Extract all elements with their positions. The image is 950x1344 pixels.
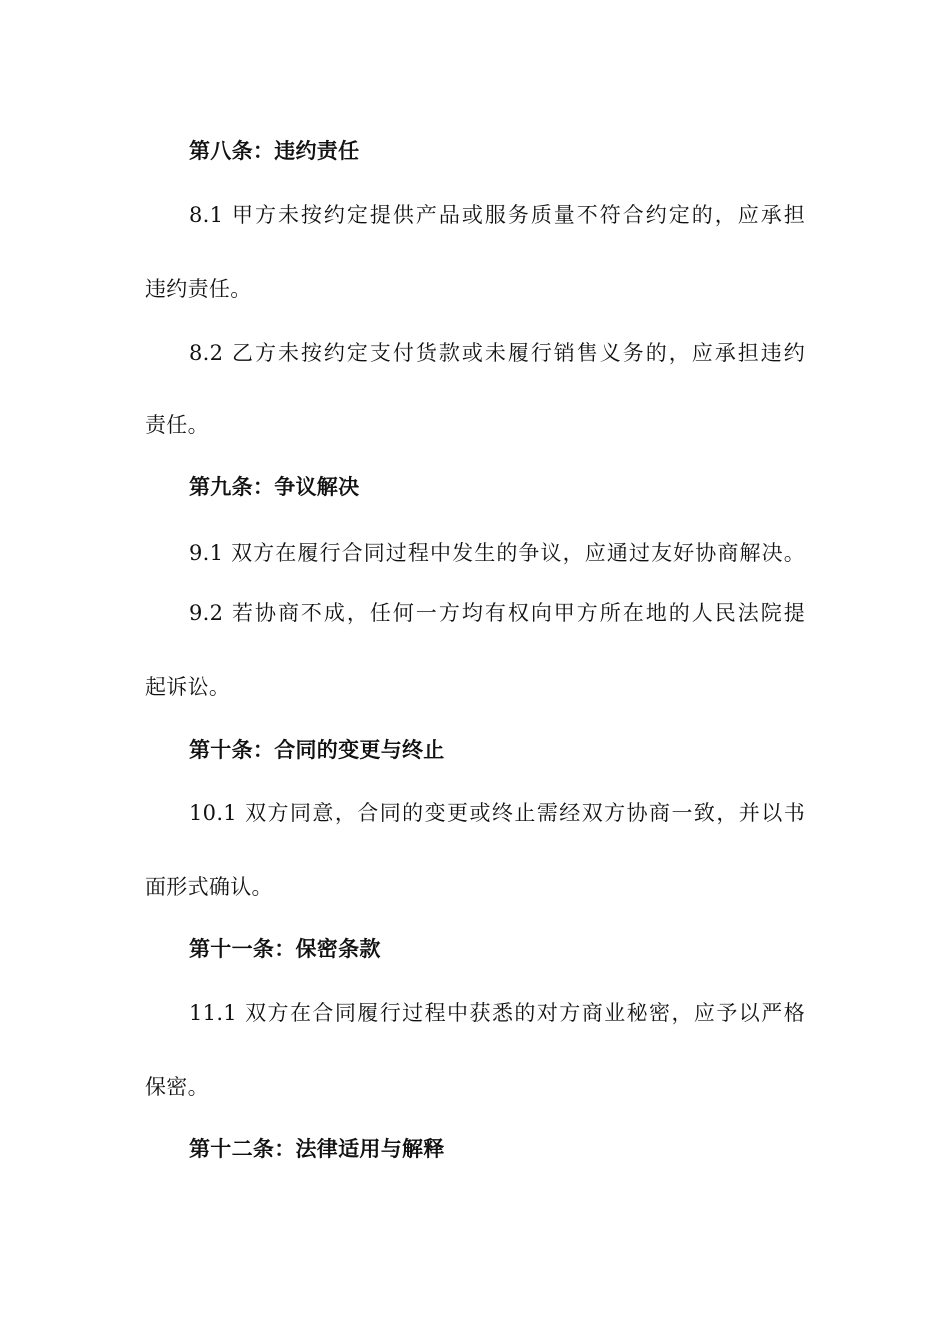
clause-11-1-line-1: 11.1 双方在合同履行过程中获悉的对方商业秘密，应予以严格: [189, 1001, 805, 1025]
clause-10-1-line-1: 10.1 双方同意，合同的变更或终止需经双方协商一致，并以书: [189, 801, 805, 825]
clause-11-1-line-2: 保密。: [145, 1075, 209, 1099]
clause-10-1-line-2: 面形式确认。: [145, 875, 273, 899]
section-heading-8: 第八条：违约责任: [189, 139, 360, 163]
section-heading-9: 第九条：争议解决: [189, 475, 360, 499]
clause-8-2-line-1: 8.2 乙方未按约定支付货款或未履行销售义务的，应承担违约: [189, 341, 805, 365]
clause-9-2-line-1: 9.2 若协商不成，任何一方均有权向甲方所在地的人民法院提: [189, 601, 805, 625]
section-heading-12: 第十二条：法律适用与解释: [189, 1137, 445, 1161]
section-heading-10: 第十条：合同的变更与终止: [189, 738, 445, 762]
clause-8-2-line-2: 责任。: [145, 413, 209, 437]
clause-9-2-line-2: 起诉讼。: [145, 675, 231, 699]
clause-8-1-line-1: 8.1 甲方未按约定提供产品或服务质量不符合约定的，应承担: [189, 203, 805, 227]
clause-9-1-line-1: 9.1 双方在履行合同过程中发生的争议，应通过友好协商解决。: [189, 541, 805, 565]
section-heading-11: 第十一条：保密条款: [189, 937, 381, 961]
clause-8-1-line-2: 违约责任。: [145, 277, 252, 301]
